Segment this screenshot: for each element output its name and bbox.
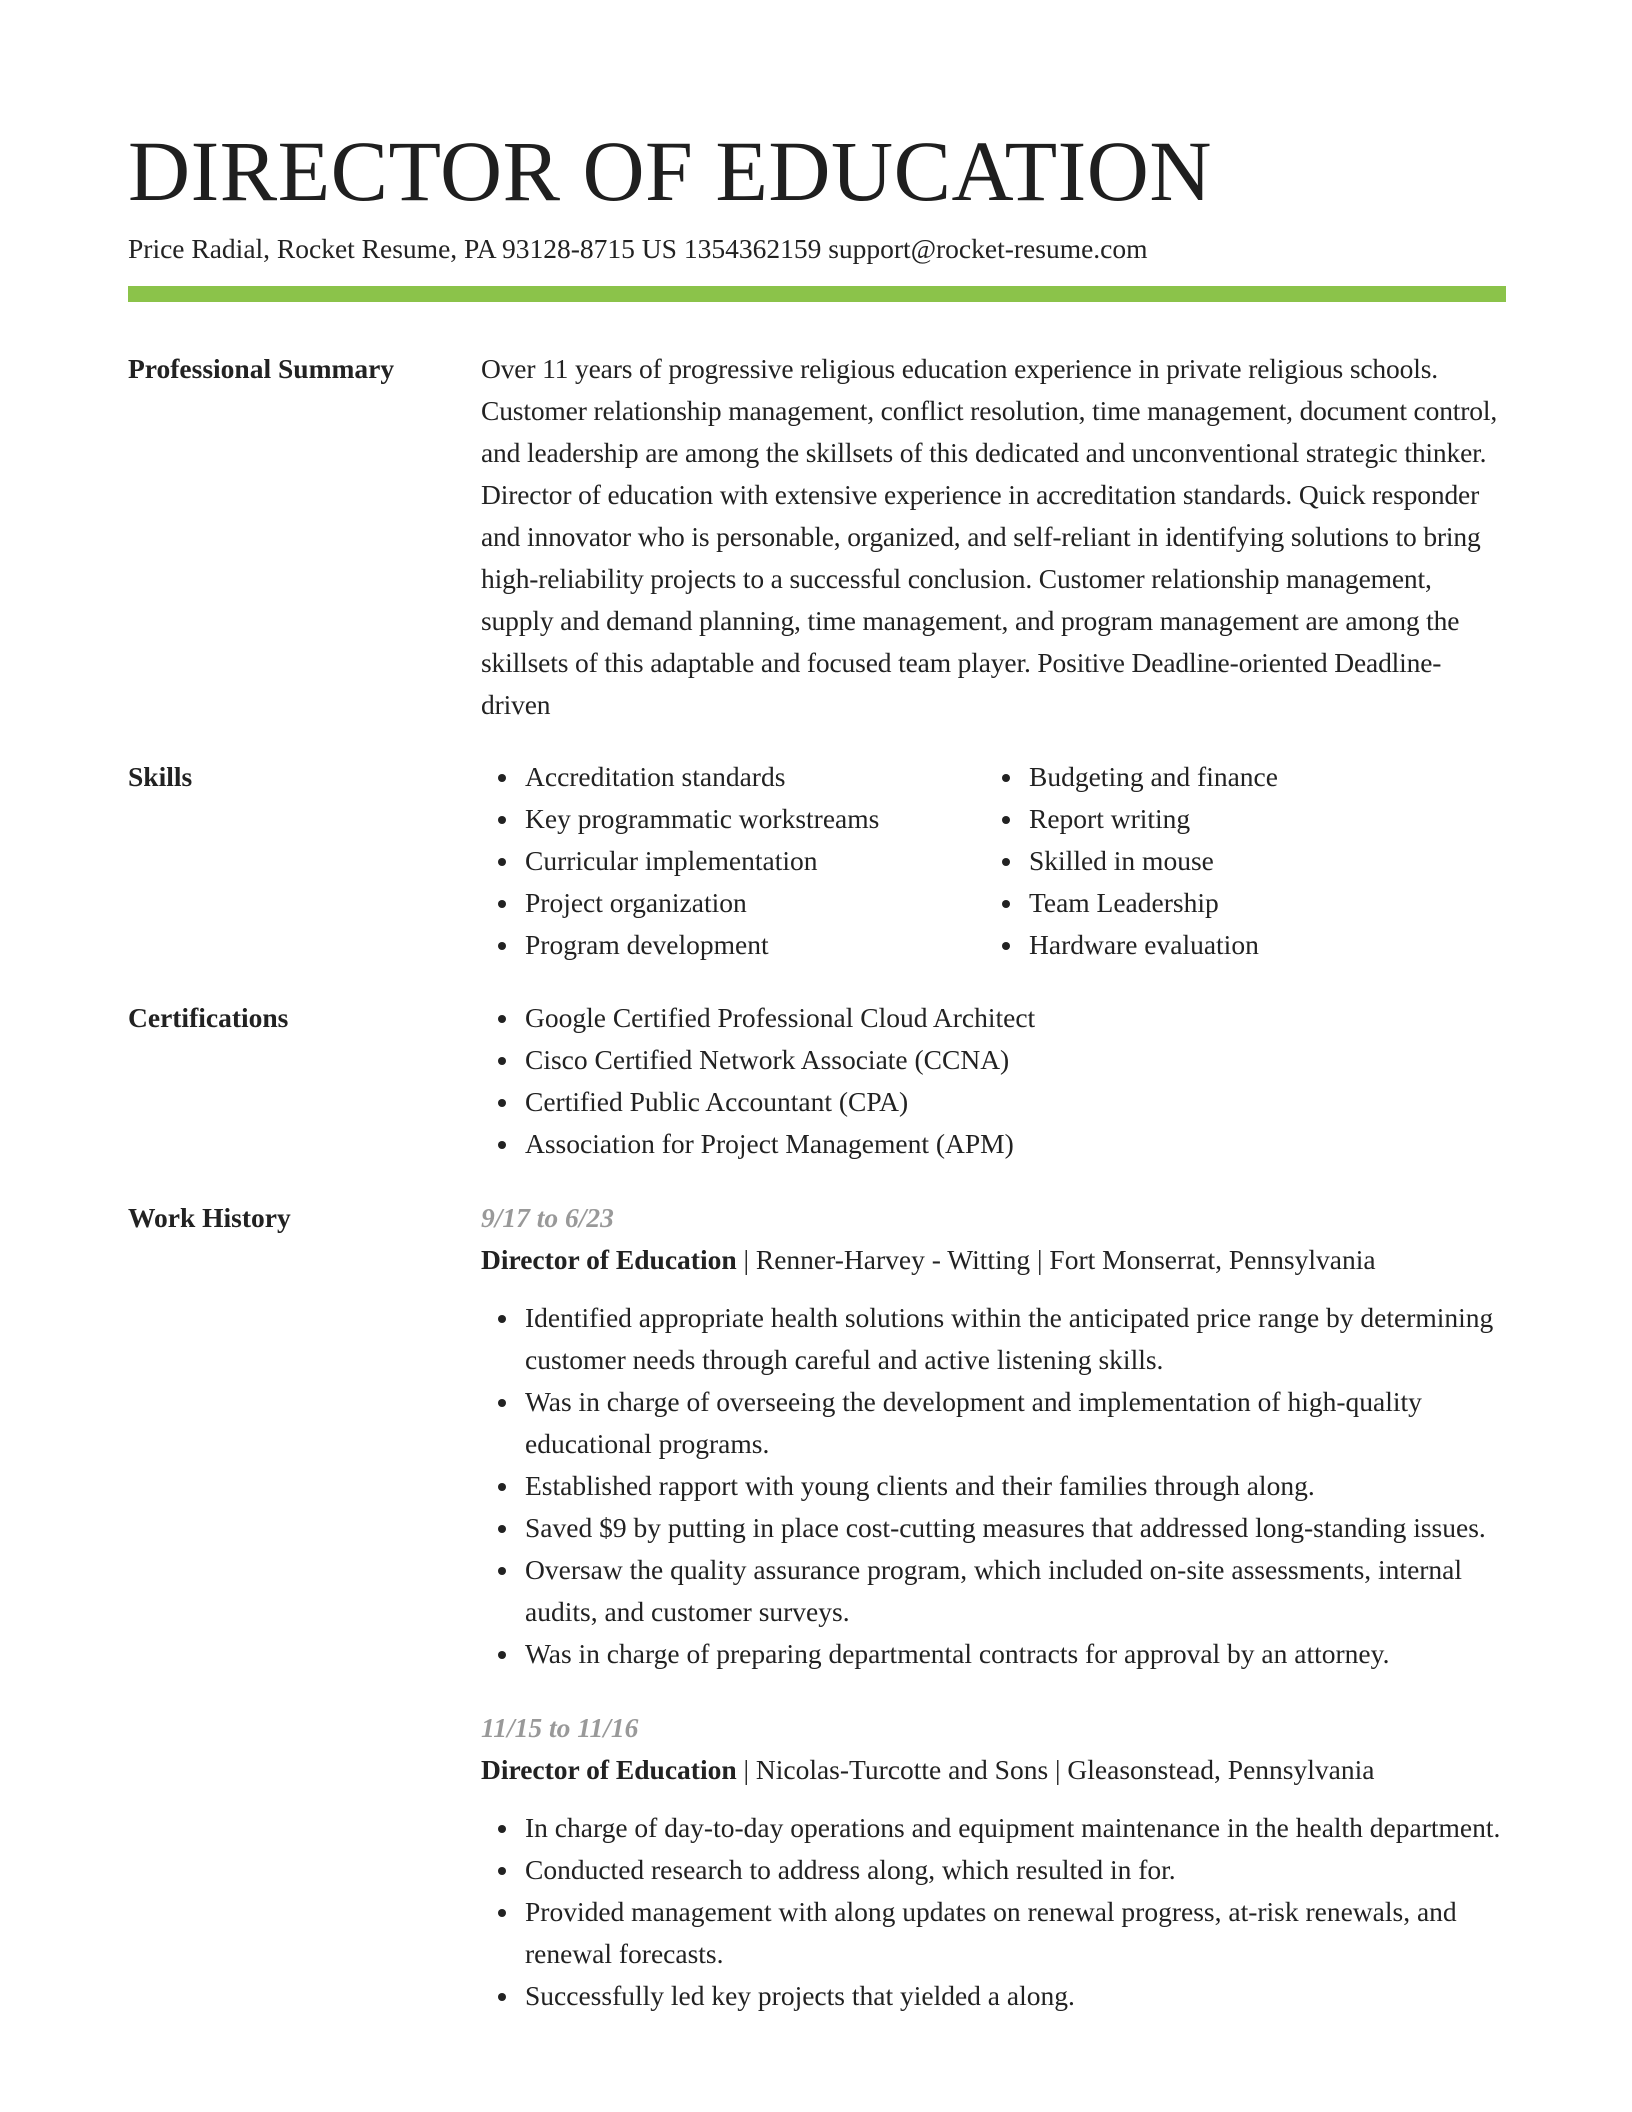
job-bullet: Conducted research to address along, which resulted in for. [481, 1849, 1506, 1891]
job-details: | Nicolas-Turcotte and Sons | Gleasonstead, Pennsylvania [736, 1754, 1375, 1785]
skills-list-left [481, 756, 981, 966]
skill-item: Report writing [985, 798, 1485, 840]
contact-info: Price Radial, Rocket Resume, PA 93128-8715 US 1354362159 support@rocket-resume.com [128, 233, 1148, 264]
skill-item: Curricular implementation [481, 840, 981, 882]
certification-item: Association for Project Management (APM) [481, 1123, 1506, 1165]
job-bullet: Oversaw the quality assurance program, which included on-site assessments, internal audits, and customer surveys. [481, 1549, 1506, 1633]
job-bullet: Was in charge of overseeing the development and implementation of high-quality educational programs. [481, 1381, 1506, 1465]
job-bullet: Identified appropriate health solutions within the anticipated price range by determining customer needs through careful and active listening skills. [481, 1297, 1506, 1381]
skill-item: Accreditation standards [481, 756, 981, 798]
job-bullets [481, 1807, 1506, 2017]
skills-heading: Skills [128, 761, 193, 792]
summary-heading: Professional Summary [128, 353, 395, 384]
skills-list-right [985, 756, 1485, 966]
job-details: | Renner-Harvey - Witting | Fort Monserrat, Pennsylvania [736, 1244, 1376, 1275]
skill-item: Hardware evaluation [985, 924, 1485, 966]
skill-item: Program development [481, 924, 981, 966]
job-title: Director of Education [481, 1754, 737, 1785]
job-bullet: In charge of day-to-day operations and equipment maintenance in the health department. [481, 1807, 1506, 1849]
job-bullet: Provided management with along updates on renewal progress, at-risk renewals, and renewal forecasts. [481, 1891, 1506, 1975]
certification-item: Cisco Certified Network Associate (CCNA) [481, 1039, 1506, 1081]
job-bullet: Was in charge of preparing departmental contracts for approval by an attorney. [481, 1633, 1506, 1675]
job-entry [481, 1197, 1506, 1675]
job-bullet: Saved $9 by putting in place cost-cutting measures that addressed long-standing issues. [481, 1507, 1506, 1549]
page-title: DIRECTOR OF EDUCATION [128, 123, 1212, 219]
job-bullets [481, 1297, 1506, 1675]
certifications-heading: Certifications [128, 1002, 289, 1033]
job-title: Director of Education [481, 1244, 737, 1275]
certification-item: Certified Public Accountant (CPA) [481, 1081, 1506, 1123]
skill-item: Key programmatic workstreams [481, 798, 981, 840]
certification-item: Google Certified Professional Cloud Architect [481, 997, 1506, 1039]
skill-item: Skilled in mouse [985, 840, 1485, 882]
job-dates: 9/17 to 6/23 [481, 1202, 614, 1233]
skill-item: Project organization [481, 882, 981, 924]
job-heading [481, 1239, 1506, 1281]
summary-text: Over 11 years of progressive religious education experience in private religious schools. Customer relationship management, conflict resolution, time management, document control, and leadership are among the skillsets of this dedicated and unconventional strategic thinker. Director of education with extensive experience in accreditation standards. Quick responder and innovator who is personable, organized, and self-reliant in identifying solutions to bring high-reliability projects to a successful conclusion. Customer relationship management, supply and demand planning, time management, and program management are among the skillsets of this adaptable and focused team player. Positive Deadline-oriented Deadline-driven [481, 353, 1498, 720]
job-entry [481, 1707, 1506, 2017]
job-bullet: Successfully led key projects that yielded a along. [481, 1975, 1506, 2017]
job-heading [481, 1749, 1506, 1791]
job-bullet: Established rapport with young clients and their families through along. [481, 1465, 1506, 1507]
skill-item: Team Leadership [985, 882, 1485, 924]
header-divider [128, 286, 1506, 302]
skill-item: Budgeting and finance [985, 756, 1485, 798]
work-history-heading: Work History [128, 1202, 291, 1233]
certifications-list [481, 997, 1506, 1165]
job-dates: 11/15 to 11/16 [481, 1712, 639, 1743]
